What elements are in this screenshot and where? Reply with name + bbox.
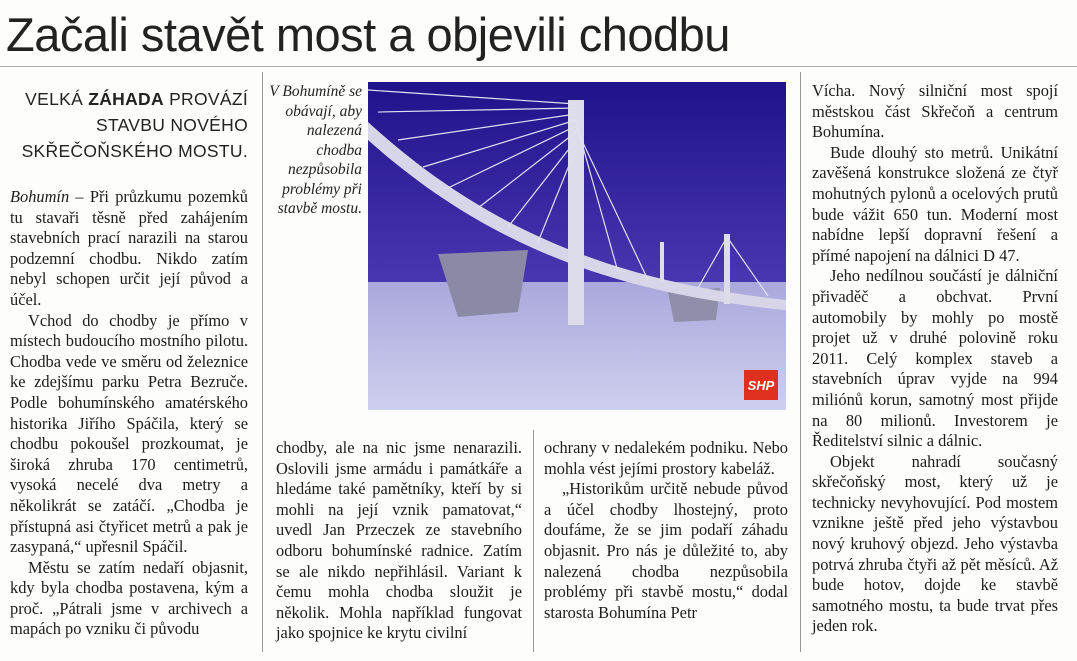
col4-paragraph-1: Vícha. Nový silniční most spojí městskou část Skřečoň a centrum Bohumína. — [812, 81, 1058, 142]
article-column-4 — [812, 81, 1058, 637]
bridge-pylon-small — [660, 242, 664, 282]
column-divider-2 — [533, 430, 534, 652]
bridge-pylon-far — [724, 234, 730, 304]
col1-paragraph-3: Městu se zatím nedaří objasnit, kdy byla chodba postavena, kým a proč. „Pátrali jsme v archivech a mapách po vzniku či původu — [10, 557, 248, 639]
headline: Začali stavět most a objevili chodbu — [6, 8, 730, 61]
col1-paragraph-1-text: – Při průzkumu pozemků tu stavaři těsně před zahájením stavebních prací narazili na starou podzemní chodbu. Nikdo zatím nebyl schopen určit její původ a účel. — [10, 187, 248, 309]
headline-rule — [0, 66, 1077, 67]
kicker-text-2: PROVÁZÍ STAVBU NOVÉHO SKŘEČOŇSKÉHO MOSTU. — [21, 89, 248, 161]
col4-paragraph-2: Bude dlouhý sto metrů. Unikátní zavěšená konstrukce složená ze čtyř mohutných pylonů a ocelových prutů bude vážit 650 tun. Moderní most nabídne lepší dopravní řešení a přímé napojení na dálnici D 47. — [812, 142, 1058, 265]
col3-paragraph-1: ochrany v nedalekém podniku. Nebo mohla vést jejími prostory kabeláž. — [544, 438, 788, 478]
column-divider-1 — [262, 72, 263, 652]
bridge-pylon-main — [568, 100, 584, 325]
kicker-bold: ZÁHADA — [88, 89, 164, 109]
article-column-3 — [544, 438, 788, 623]
bridge-photo — [368, 82, 786, 410]
col4-paragraph-3: Jeho nedílnou součástí je dálniční přivaděč a obchvat. První automobily by mohly po mostě projet už v druhé polovině roku 2011. Celý komplex staveb a stavebních úprav vyjde na 994 miliónů korun, samotný most přijde na 80 milionů. Investorem je Ředitelství silnic a dálnic. — [812, 266, 1058, 451]
shp-logo-text: SHP — [747, 378, 775, 393]
kicker-text-1: VELKÁ — [25, 89, 89, 109]
photo-caption: V Bohumíně se obávají, aby nalezená chodba nezpůsobila problémy při stavbě mostu. — [269, 83, 362, 217]
article-column-1 — [10, 187, 248, 640]
column-divider-3 — [800, 72, 801, 652]
col1-paragraph-1 — [10, 187, 248, 311]
col2-paragraph-1: chodby, ale na nic jsme nenarazili. Oslovili jsme armádu i památkáře a hledáme také pamětníky, kteří by si mohli na její vznik pamatovat,“ uvedl Jan Przeczek ze stavebního odboru bohumínské radnice. Zatím se ale nikdo nepřihlásil. Variant k čemu mohla chodba sloužit je několik. Mohla například fungovat jako spojnice ke krytu civilní — [276, 438, 522, 643]
kicker — [14, 86, 248, 164]
col4-paragraph-4: Objekt nahradí současný skřečoňský most, který už je technicky nevyhovující. Pod mostem vznikne ještě před jeho výstavbou nový kruhový objezd. Jeho výstavba potrvá zhruba čtyři až pět měsíců. Až bude hotov, dojde ke stavbě samotného mostu, ta bude trvat přes jeden rok. — [812, 451, 1058, 636]
dateline: Bohumín — [10, 187, 70, 206]
article-column-2 — [276, 438, 522, 644]
col1-paragraph-2: Vchod do chodby je přímo v místech budoucího mostního pilotu. Chodba vede ve směru od železnice ke zdejšímu parku Petra Bezruče. Podle bohumínského amatérského historika Jiřího Spáčila, který se chodbu pokoušel prozkoumat, je široká zhruba 170 centimetrů, vysoká necelé dva metry a několikrát se zatáčí. „Chodba je přístupná asi čtyřicet metrů a pak je zasypaná,“ upřesnil Spáčil. — [10, 310, 248, 557]
col3-paragraph-2: „Historikům určitě nebude původ a účel chodby lhostejný, proto doufáme, že se jim podaří záhadu objasnit. Pro nás je důležité to, aby nalezená chodba nezpůsobila problémy při stavbě mostu,“ dodal starosta Bohumína Petr — [544, 479, 788, 622]
